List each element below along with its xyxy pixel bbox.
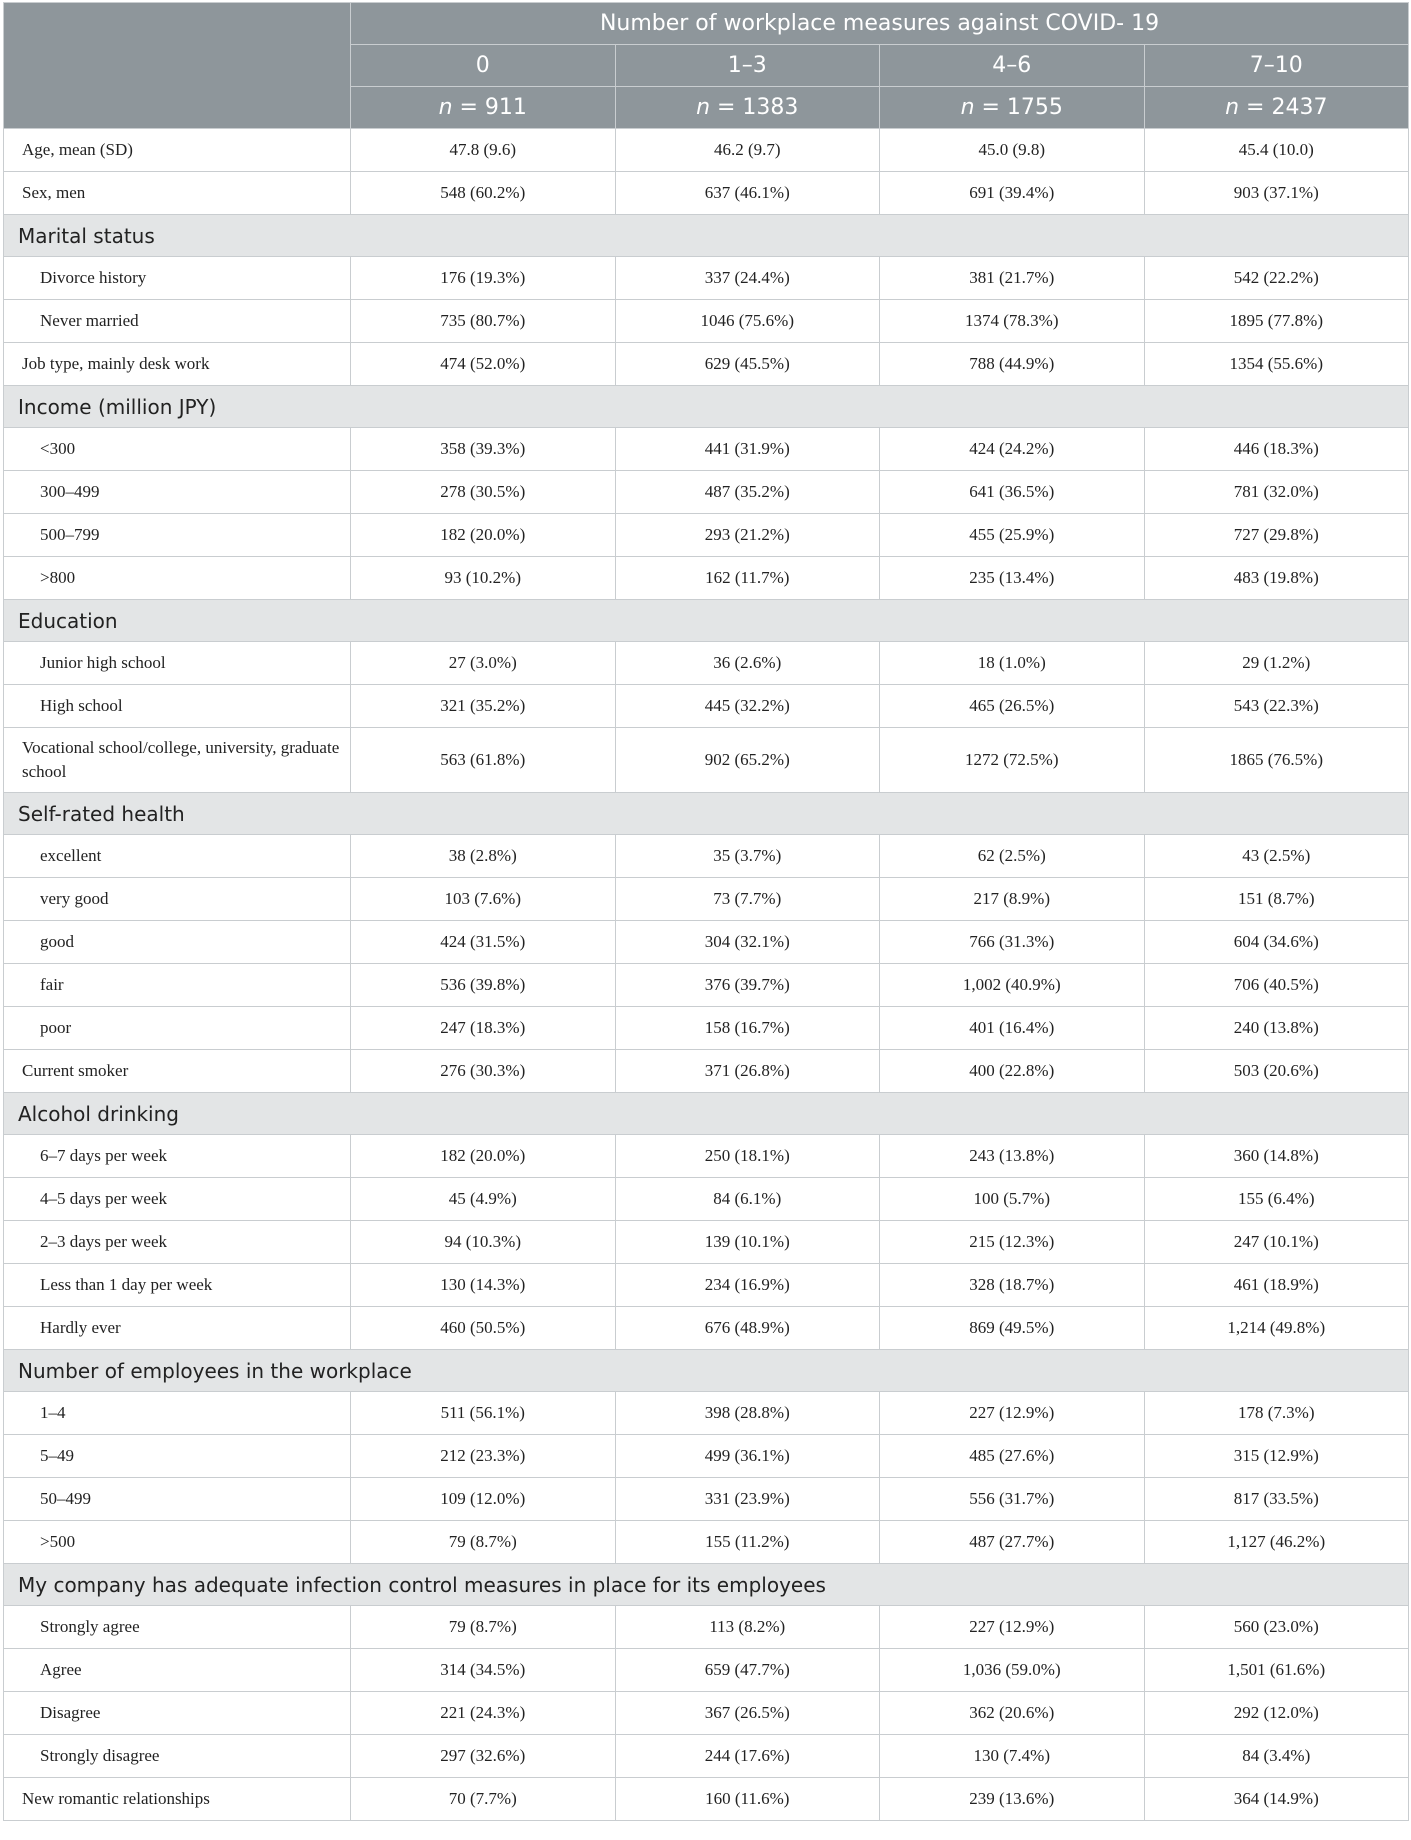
section-row	[4, 1350, 1409, 1392]
table-cell: 487 (35.2%)	[615, 471, 880, 514]
table-cell: 235 (13.4%)	[880, 557, 1145, 600]
section-label: Income (million JPY)	[4, 386, 1409, 428]
table-cell: 240 (13.8%)	[1144, 1007, 1409, 1050]
table-cell: 563 (61.8%)	[351, 728, 616, 793]
table-cell: 629 (45.5%)	[615, 343, 880, 386]
table-cell: 902 (65.2%)	[615, 728, 880, 793]
row-label: Never married	[4, 300, 351, 343]
table-cell: 455 (25.9%)	[880, 514, 1145, 557]
row-label: Current smoker	[4, 1050, 351, 1093]
table-cell: 691 (39.4%)	[880, 172, 1145, 215]
n-symbol: n	[696, 95, 711, 120]
table-row	[4, 964, 1409, 1007]
table-cell: 130 (14.3%)	[351, 1264, 616, 1307]
table-row	[4, 172, 1409, 215]
column-header: 1–3	[615, 45, 880, 87]
row-label: High school	[4, 685, 351, 728]
table-cell: 1,214 (49.8%)	[1144, 1307, 1409, 1350]
table-cell: 139 (10.1%)	[615, 1221, 880, 1264]
table-cell: 328 (18.7%)	[880, 1264, 1145, 1307]
row-label: 50–499	[4, 1478, 351, 1521]
row-label: poor	[4, 1007, 351, 1050]
table-cell: 62 (2.5%)	[880, 835, 1145, 878]
section-row	[4, 386, 1409, 428]
table-cell: 304 (32.1%)	[615, 921, 880, 964]
table-row	[4, 514, 1409, 557]
table-row	[4, 471, 1409, 514]
table-cell: 659 (47.7%)	[615, 1649, 880, 1692]
table-cell: 1,002 (40.9%)	[880, 964, 1145, 1007]
n-value: = 1755	[974, 95, 1063, 120]
table-cell: 278 (30.5%)	[351, 471, 616, 514]
table-cell: 162 (11.7%)	[615, 557, 880, 600]
table-cell: 43 (2.5%)	[1144, 835, 1409, 878]
table-row	[4, 1178, 1409, 1221]
table-cell: 234 (16.9%)	[615, 1264, 880, 1307]
table-row	[4, 642, 1409, 685]
table-body	[4, 129, 1409, 1821]
table-cell: 487 (27.7%)	[880, 1521, 1145, 1564]
row-label: <300	[4, 428, 351, 471]
table-cell: 35 (3.7%)	[615, 835, 880, 878]
table-row	[4, 1264, 1409, 1307]
table-cell: 331 (23.9%)	[615, 1478, 880, 1521]
table-cell: 560 (23.0%)	[1144, 1606, 1409, 1649]
table-cell: 38 (2.8%)	[351, 835, 616, 878]
table-cell: 155 (6.4%)	[1144, 1178, 1409, 1221]
table-cell: 511 (56.1%)	[351, 1392, 616, 1435]
table-cell: 358 (39.3%)	[351, 428, 616, 471]
table-cell: 215 (12.3%)	[880, 1221, 1145, 1264]
table-cell: 367 (26.5%)	[615, 1692, 880, 1735]
table-cell: 637 (46.1%)	[615, 172, 880, 215]
table-cell: 73 (7.7%)	[615, 878, 880, 921]
table-row	[4, 1392, 1409, 1435]
table-cell: 158 (16.7%)	[615, 1007, 880, 1050]
n-value: = 911	[452, 95, 527, 120]
section-label: Education	[4, 600, 1409, 642]
table-cell: 903 (37.1%)	[1144, 172, 1409, 215]
table-cell: 79 (8.7%)	[351, 1521, 616, 1564]
table-cell: 45.0 (9.8)	[880, 129, 1145, 172]
table-header	[4, 3, 1409, 129]
row-label: Less than 1 day per week	[4, 1264, 351, 1307]
table-cell: 485 (27.6%)	[880, 1435, 1145, 1478]
table-cell: 641 (36.5%)	[880, 471, 1145, 514]
table-cell: 182 (20.0%)	[351, 1135, 616, 1178]
table-cell: 243 (13.8%)	[880, 1135, 1145, 1178]
table-cell: 1,036 (59.0%)	[880, 1649, 1145, 1692]
row-label: >500	[4, 1521, 351, 1564]
row-label: Divorce history	[4, 257, 351, 300]
table-cell: 461 (18.9%)	[1144, 1264, 1409, 1307]
table-row	[4, 1135, 1409, 1178]
table-cell: 503 (20.6%)	[1144, 1050, 1409, 1093]
table-cell: 474 (52.0%)	[351, 343, 616, 386]
table-row	[4, 1435, 1409, 1478]
table-cell: 536 (39.8%)	[351, 964, 616, 1007]
table-cell: 84 (3.4%)	[1144, 1735, 1409, 1778]
n-symbol: n	[1225, 95, 1240, 120]
table-cell: 314 (34.5%)	[351, 1649, 616, 1692]
row-label: good	[4, 921, 351, 964]
row-label: 5–49	[4, 1435, 351, 1478]
table-row	[4, 835, 1409, 878]
table-cell: 239 (13.6%)	[880, 1778, 1145, 1821]
table-cell: 1895 (77.8%)	[1144, 300, 1409, 343]
table-cell: 556 (31.7%)	[880, 1478, 1145, 1521]
n-value: = 2437	[1239, 95, 1328, 120]
row-label: Agree	[4, 1649, 351, 1692]
section-row	[4, 1564, 1409, 1606]
table-cell: 29 (1.2%)	[1144, 642, 1409, 685]
table-cell: 376 (39.7%)	[615, 964, 880, 1007]
table-cell: 315 (12.9%)	[1144, 1435, 1409, 1478]
table-cell: 1046 (75.6%)	[615, 300, 880, 343]
row-label: Hardly ever	[4, 1307, 351, 1350]
table-cell: 79 (8.7%)	[351, 1606, 616, 1649]
section-row	[4, 600, 1409, 642]
column-n	[615, 87, 880, 129]
row-label: Vocational school/college, university, graduate school	[4, 728, 351, 793]
row-label: Age, mean (SD)	[4, 129, 351, 172]
row-label: 1–4	[4, 1392, 351, 1435]
n-symbol: n	[438, 95, 453, 120]
row-label: New romantic relationships	[4, 1778, 351, 1821]
table-cell: 548 (60.2%)	[351, 172, 616, 215]
table-cell: 70 (7.7%)	[351, 1778, 616, 1821]
table-cell: 371 (26.8%)	[615, 1050, 880, 1093]
table-cell: 100 (5.7%)	[880, 1178, 1145, 1221]
table-cell: 103 (7.6%)	[351, 878, 616, 921]
table-cell: 27 (3.0%)	[351, 642, 616, 685]
column-n	[351, 87, 616, 129]
table-cell: 727 (29.8%)	[1144, 514, 1409, 557]
table-cell: 293 (21.2%)	[615, 514, 880, 557]
header-corner	[4, 3, 351, 129]
table-cell: 401 (16.4%)	[880, 1007, 1145, 1050]
table-cell: 182 (20.0%)	[351, 514, 616, 557]
row-label: 6–7 days per week	[4, 1135, 351, 1178]
table-cell: 247 (18.3%)	[351, 1007, 616, 1050]
table-cell: 542 (22.2%)	[1144, 257, 1409, 300]
table-cell: 1865 (76.5%)	[1144, 728, 1409, 793]
table-cell: 360 (14.8%)	[1144, 1135, 1409, 1178]
table-cell: 151 (8.7%)	[1144, 878, 1409, 921]
table-cell: 46.2 (9.7)	[615, 129, 880, 172]
table-cell: 292 (12.0%)	[1144, 1692, 1409, 1735]
table-row	[4, 921, 1409, 964]
table-cell: 321 (35.2%)	[351, 685, 616, 728]
row-label: Job type, mainly desk work	[4, 343, 351, 386]
section-label: My company has adequate infection control measures in place for its employees	[4, 1564, 1409, 1606]
table-cell: 45 (4.9%)	[351, 1178, 616, 1221]
table-cell: 84 (6.1%)	[615, 1178, 880, 1221]
table-cell: 817 (33.5%)	[1144, 1478, 1409, 1521]
table-cell: 47.8 (9.6)	[351, 129, 616, 172]
table-cell: 45.4 (10.0)	[1144, 129, 1409, 172]
table-cell: 130 (7.4%)	[880, 1735, 1145, 1778]
table-cell: 18 (1.0%)	[880, 642, 1145, 685]
table-cell: 155 (11.2%)	[615, 1521, 880, 1564]
column-header: 7–10	[1144, 45, 1409, 87]
table-row	[4, 1778, 1409, 1821]
table-cell: 424 (24.2%)	[880, 428, 1145, 471]
column-n	[1144, 87, 1409, 129]
table-cell: 250 (18.1%)	[615, 1135, 880, 1178]
row-label: Junior high school	[4, 642, 351, 685]
table-cell: 424 (31.5%)	[351, 921, 616, 964]
table-cell: 227 (12.9%)	[880, 1606, 1145, 1649]
table-cell: 735 (80.7%)	[351, 300, 616, 343]
table-row	[4, 1221, 1409, 1264]
section-label: Number of employees in the workplace	[4, 1350, 1409, 1392]
table-cell: 499 (36.1%)	[615, 1435, 880, 1478]
table-row	[4, 1692, 1409, 1735]
table-cell: 781 (32.0%)	[1144, 471, 1409, 514]
row-label: 300–499	[4, 471, 351, 514]
row-label: 4–5 days per week	[4, 1178, 351, 1221]
table-cell: 1,501 (61.6%)	[1144, 1649, 1409, 1692]
column-header: 0	[351, 45, 616, 87]
table-cell: 788 (44.9%)	[880, 343, 1145, 386]
row-label: >800	[4, 557, 351, 600]
table-cell: 93 (10.2%)	[351, 557, 616, 600]
table-cell: 178 (7.3%)	[1144, 1392, 1409, 1435]
row-label: very good	[4, 878, 351, 921]
row-label: Strongly agree	[4, 1606, 351, 1649]
table-cell: 445 (32.2%)	[615, 685, 880, 728]
row-label: excellent	[4, 835, 351, 878]
table-cell: 869 (49.5%)	[880, 1307, 1145, 1350]
table-cell: 176 (19.3%)	[351, 257, 616, 300]
column-n	[880, 87, 1145, 129]
table-cell: 109 (12.0%)	[351, 1478, 616, 1521]
row-label: Disagree	[4, 1692, 351, 1735]
n-value: = 1383	[710, 95, 799, 120]
table-row	[4, 557, 1409, 600]
table-cell: 217 (8.9%)	[880, 878, 1145, 921]
table-row	[4, 728, 1409, 793]
section-row	[4, 215, 1409, 257]
table-cell: 337 (24.4%)	[615, 257, 880, 300]
table-cell: 381 (21.7%)	[880, 257, 1145, 300]
table-row	[4, 878, 1409, 921]
table-cell: 297 (32.6%)	[351, 1735, 616, 1778]
table-row	[4, 129, 1409, 172]
table-cell: 362 (20.6%)	[880, 1692, 1145, 1735]
row-label: 500–799	[4, 514, 351, 557]
table-cell: 460 (50.5%)	[351, 1307, 616, 1350]
table-cell: 160 (11.6%)	[615, 1778, 880, 1821]
section-label: Marital status	[4, 215, 1409, 257]
table-row	[4, 1050, 1409, 1093]
table-cell: 212 (23.3%)	[351, 1435, 616, 1478]
section-label: Self-rated health	[4, 793, 1409, 835]
table-cell: 604 (34.6%)	[1144, 921, 1409, 964]
table-cell: 1354 (55.6%)	[1144, 343, 1409, 386]
table-row	[4, 1606, 1409, 1649]
table-cell: 364 (14.9%)	[1144, 1778, 1409, 1821]
table-cell: 244 (17.6%)	[615, 1735, 880, 1778]
table-row	[4, 1521, 1409, 1564]
table-row	[4, 300, 1409, 343]
table-cell: 113 (8.2%)	[615, 1606, 880, 1649]
column-header: 4–6	[880, 45, 1145, 87]
table-cell: 483 (19.8%)	[1144, 557, 1409, 600]
table-cell: 247 (10.1%)	[1144, 1221, 1409, 1264]
table-row	[4, 1649, 1409, 1692]
row-label: fair	[4, 964, 351, 1007]
row-label: Sex, men	[4, 172, 351, 215]
table-row	[4, 428, 1409, 471]
table-cell: 766 (31.3%)	[880, 921, 1145, 964]
row-label: Strongly disagree	[4, 1735, 351, 1778]
section-row	[4, 793, 1409, 835]
section-row	[4, 1093, 1409, 1135]
table-cell: 36 (2.6%)	[615, 642, 880, 685]
table-cell: 276 (30.3%)	[351, 1050, 616, 1093]
table-cell: 1,127 (46.2%)	[1144, 1521, 1409, 1564]
table-row	[4, 1478, 1409, 1521]
table-row	[4, 257, 1409, 300]
table-cell: 221 (24.3%)	[351, 1692, 616, 1735]
table-cell: 706 (40.5%)	[1144, 964, 1409, 1007]
table-cell: 400 (22.8%)	[880, 1050, 1145, 1093]
table-cell: 1374 (78.3%)	[880, 300, 1145, 343]
table-cell: 1272 (72.5%)	[880, 728, 1145, 793]
n-symbol: n	[960, 95, 975, 120]
table-row	[4, 1735, 1409, 1778]
table-cell: 446 (18.3%)	[1144, 428, 1409, 471]
group-title: Number of workplace measures against COVID- 19	[351, 3, 1409, 45]
table-cell: 676 (48.9%)	[615, 1307, 880, 1350]
table-cell: 543 (22.3%)	[1144, 685, 1409, 728]
table-row	[4, 1307, 1409, 1350]
characteristics-table	[3, 2, 1409, 1821]
table-cell: 398 (28.8%)	[615, 1392, 880, 1435]
table-cell: 94 (10.3%)	[351, 1221, 616, 1264]
section-label: Alcohol drinking	[4, 1093, 1409, 1135]
table-cell: 227 (12.9%)	[880, 1392, 1145, 1435]
table-cell: 441 (31.9%)	[615, 428, 880, 471]
table-row	[4, 343, 1409, 386]
table-cell: 465 (26.5%)	[880, 685, 1145, 728]
table-row	[4, 685, 1409, 728]
row-label: 2–3 days per week	[4, 1221, 351, 1264]
table-row	[4, 1007, 1409, 1050]
